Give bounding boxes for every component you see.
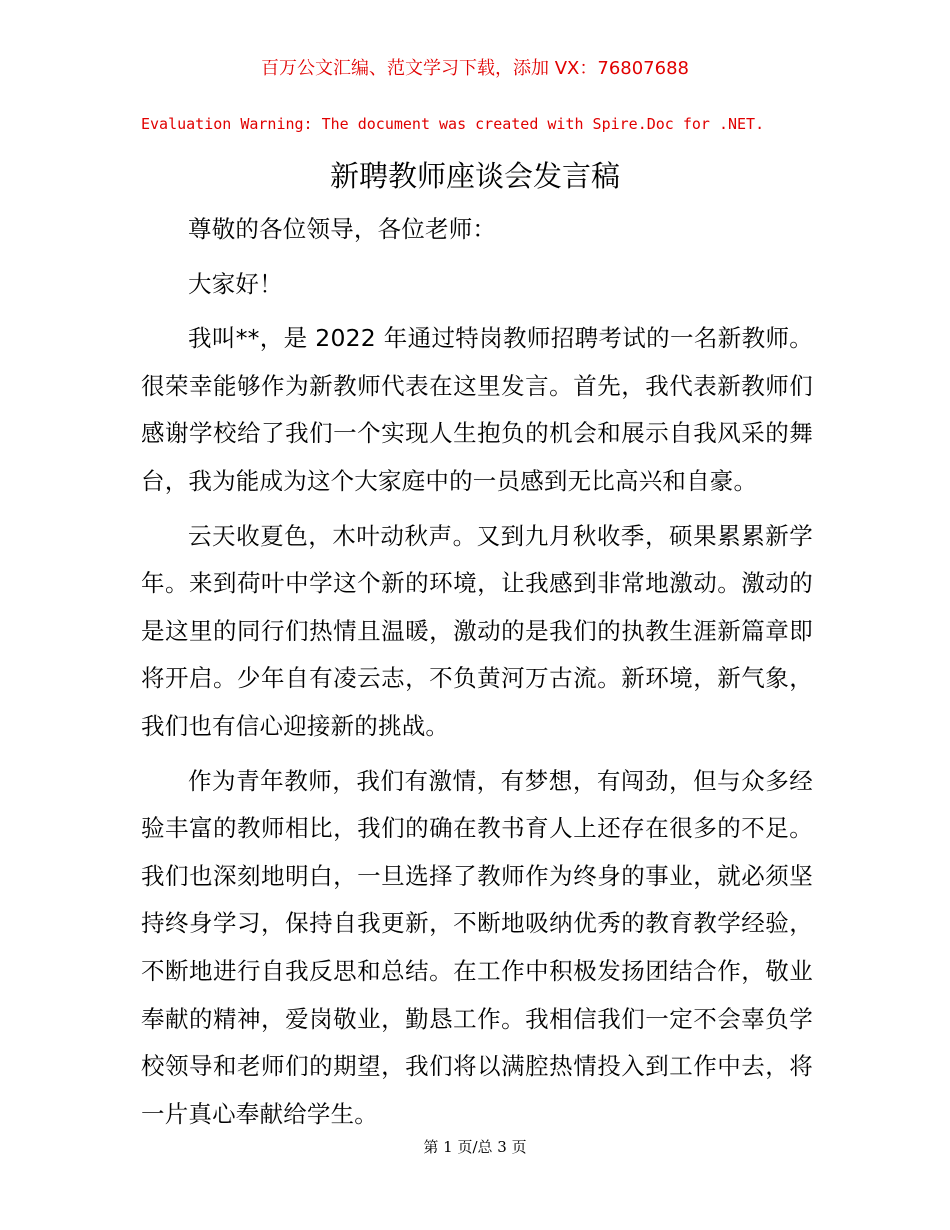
page-indicator: 第 1 页/总 3 页 (423, 1138, 527, 1156)
evaluation-warning: Evaluation Warning: The document was created with Spire.Doc for .NET. (141, 115, 765, 133)
document-title: 新聘教师座谈会发言稿 (329, 159, 620, 193)
document-body (141, 206, 813, 1145)
paragraph-2: 云天收夏色，木叶动秋声。又到九月秋收季，硕果累累新学年。来到荷叶中学这个新的环境，让我感到非常地激动。激动的是这里的同行们热情且温暖，激动的是我们的执教生涯新篇章即将开启。少年自有凌云志，不负黄河万古流。新环境，新气象，我们也有信心迎接新的挑战。 (141, 521, 813, 740)
salutation: 尊敬的各位领导，各位老师： (188, 215, 497, 243)
header-banner: 百万公文汇编、范文学习下载，添加 VX：76807688 (261, 58, 689, 79)
paragraph-1: 我叫**，是 2022 年通过特岗教师招聘考试的一名新教师。很荣幸能够作为新教师代表在这里发言。首先，我代表新教师们感谢学校给了我们一个实现人生抱负的机会和展示自我风采的舞台，我为能成为这个大家庭中的一员感到无比高兴和自豪。 (141, 324, 813, 495)
paragraph-3: 作为青年教师，我们有激情，有梦想，有闯劲，但与众多经验丰富的教师相比，我们的确在教书育人上还存在很多的不足。我们也深刻地明白，一旦选择了教师作为终身的事业，就必须坚持终身学习，保持自我更新，不断地吸纳优秀的教育教学经验，不断地进行自我反思和总结。在工作中积极发扬团结合作，敬业奉献的精神，爱岗敬业，勤恳工作。我相信我们一定不会辜负学校领导和老师们的期望，我们将以满腔热情投入到工作中去，将一片真心奉献给学生。 (141, 766, 813, 1128)
greeting: 大家好！ (188, 269, 283, 298)
